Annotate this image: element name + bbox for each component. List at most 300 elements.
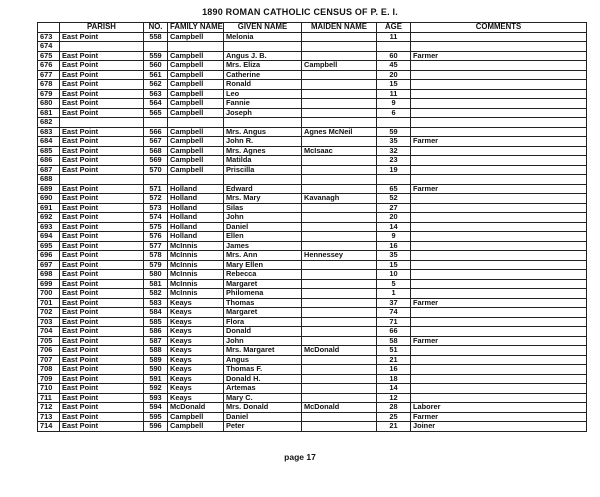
comments-cell: Farmer <box>411 184 587 194</box>
table-row <box>38 89 587 99</box>
given-name-cell: John <box>224 336 302 346</box>
table-row <box>38 146 587 156</box>
household-number-cell: 579 <box>144 260 168 270</box>
household-number-cell: 578 <box>144 251 168 261</box>
household-number-cell: 572 <box>144 194 168 204</box>
household-number-cell: 563 <box>144 89 168 99</box>
age-cell: 14 <box>377 222 411 232</box>
comments-cell: Farmer <box>411 412 587 422</box>
table-row <box>38 32 587 42</box>
parish-cell: East Point <box>60 355 144 365</box>
family-name-cell: Keays <box>168 374 224 384</box>
table-row <box>38 42 587 52</box>
maiden-name-cell <box>302 184 377 194</box>
comments-cell <box>411 327 587 337</box>
age-cell: 6 <box>377 108 411 118</box>
age-cell: 16 <box>377 241 411 251</box>
parish-cell: East Point <box>60 213 144 223</box>
table-row <box>38 279 587 289</box>
family-name-cell: Campbell <box>168 80 224 90</box>
age-cell: 66 <box>377 327 411 337</box>
table-row <box>38 403 587 413</box>
parish-cell: East Point <box>60 194 144 204</box>
comments-cell <box>411 289 587 299</box>
given-name-cell: Mrs. Donald <box>224 403 302 413</box>
census-table <box>37 22 587 432</box>
comments-cell <box>411 89 587 99</box>
parish-cell: East Point <box>60 298 144 308</box>
row-number-cell: 682 <box>38 118 60 128</box>
age-cell: 45 <box>377 61 411 71</box>
table-row <box>38 241 587 251</box>
age-cell: 11 <box>377 32 411 42</box>
row-number-cell: 690 <box>38 194 60 204</box>
comments-cell <box>411 365 587 375</box>
comments-cell <box>411 260 587 270</box>
household-number-cell <box>144 118 168 128</box>
parish-cell: East Point <box>60 61 144 71</box>
age-cell: 20 <box>377 70 411 80</box>
given-name-cell: Ellen <box>224 232 302 242</box>
row-number-cell: 685 <box>38 146 60 156</box>
table-row <box>38 393 587 403</box>
table-row <box>38 384 587 394</box>
parish-cell: East Point <box>60 308 144 318</box>
comments-cell <box>411 175 587 185</box>
family-name-cell: Keays <box>168 336 224 346</box>
household-number-cell: 577 <box>144 241 168 251</box>
maiden-name-cell <box>302 308 377 318</box>
parish-cell: East Point <box>60 384 144 394</box>
row-number-cell: 676 <box>38 61 60 71</box>
parish-cell: East Point <box>60 403 144 413</box>
maiden-name-cell <box>302 99 377 109</box>
age-cell: 23 <box>377 156 411 166</box>
column-header-family-name: FAMILY NAME <box>168 23 224 33</box>
parish-cell: East Point <box>60 374 144 384</box>
household-number-cell: 595 <box>144 412 168 422</box>
row-number-cell: 714 <box>38 422 60 432</box>
table-row <box>38 61 587 71</box>
table-row <box>38 99 587 109</box>
comments-cell <box>411 232 587 242</box>
maiden-name-cell <box>302 384 377 394</box>
maiden-name-cell <box>302 232 377 242</box>
family-name-cell: Keays <box>168 298 224 308</box>
row-number-cell: 688 <box>38 175 60 185</box>
comments-cell: Laborer <box>411 403 587 413</box>
parish-cell: East Point <box>60 32 144 42</box>
table-row <box>38 412 587 422</box>
row-number-cell: 681 <box>38 108 60 118</box>
maiden-name-cell <box>302 203 377 213</box>
given-name-cell: Philomena <box>224 289 302 299</box>
age-cell: 12 <box>377 393 411 403</box>
parish-cell: East Point <box>60 365 144 375</box>
household-number-cell: 596 <box>144 422 168 432</box>
table-row <box>38 203 587 213</box>
row-number-cell: 680 <box>38 99 60 109</box>
maiden-name-cell: McDonald <box>302 403 377 413</box>
household-number-cell: 581 <box>144 279 168 289</box>
given-name-cell: Mary C. <box>224 393 302 403</box>
family-name-cell: Keays <box>168 384 224 394</box>
table-row <box>38 422 587 432</box>
age-cell <box>377 175 411 185</box>
comments-cell <box>411 70 587 80</box>
row-number-cell: 699 <box>38 279 60 289</box>
table-row <box>38 184 587 194</box>
maiden-name-cell <box>302 355 377 365</box>
household-number-cell: 573 <box>144 203 168 213</box>
household-number-cell: 562 <box>144 80 168 90</box>
given-name-cell: Thomas F. <box>224 365 302 375</box>
maiden-name-cell <box>302 374 377 384</box>
row-number-cell: 701 <box>38 298 60 308</box>
maiden-name-cell <box>302 32 377 42</box>
household-number-cell <box>144 42 168 52</box>
maiden-name-cell <box>302 279 377 289</box>
given-name-cell: Flora <box>224 317 302 327</box>
household-number-cell: 593 <box>144 393 168 403</box>
given-name-cell: Donald <box>224 327 302 337</box>
family-name-cell: Campbell <box>168 422 224 432</box>
parish-cell: East Point <box>60 327 144 337</box>
family-name-cell: McInnis <box>168 279 224 289</box>
parish-cell: East Point <box>60 412 144 422</box>
row-number-cell: 683 <box>38 127 60 137</box>
household-number-cell: 568 <box>144 146 168 156</box>
maiden-name-cell: Kavanagh <box>302 194 377 204</box>
table-row <box>38 298 587 308</box>
maiden-name-cell <box>302 422 377 432</box>
comments-cell <box>411 80 587 90</box>
row-number-cell: 678 <box>38 80 60 90</box>
family-name-cell: Campbell <box>168 51 224 61</box>
comments-cell <box>411 279 587 289</box>
parish-cell: East Point <box>60 70 144 80</box>
family-name-cell: Campbell <box>168 32 224 42</box>
household-number-cell: 586 <box>144 327 168 337</box>
table-row <box>38 346 587 356</box>
age-cell: 74 <box>377 308 411 318</box>
given-name-cell: Joseph <box>224 108 302 118</box>
household-number-cell: 584 <box>144 308 168 318</box>
comments-cell <box>411 127 587 137</box>
family-name-cell: McInnis <box>168 260 224 270</box>
household-number-cell: 582 <box>144 289 168 299</box>
comments-cell <box>411 213 587 223</box>
household-number-cell: 566 <box>144 127 168 137</box>
household-number-cell: 589 <box>144 355 168 365</box>
table-row <box>38 327 587 337</box>
table-row <box>38 213 587 223</box>
parish-cell: East Point <box>60 203 144 213</box>
age-cell: 20 <box>377 213 411 223</box>
household-number-cell: 591 <box>144 374 168 384</box>
maiden-name-cell: Hennessey <box>302 251 377 261</box>
age-cell: 28 <box>377 403 411 413</box>
comments-cell <box>411 99 587 109</box>
parish-cell: East Point <box>60 232 144 242</box>
given-name-cell: Ronald <box>224 80 302 90</box>
maiden-name-cell <box>302 118 377 128</box>
age-cell: 1 <box>377 289 411 299</box>
maiden-name-cell <box>302 336 377 346</box>
row-number-cell: 703 <box>38 317 60 327</box>
age-cell: 35 <box>377 251 411 261</box>
table-row <box>38 127 587 137</box>
age-cell: 37 <box>377 298 411 308</box>
maiden-name-cell <box>302 156 377 166</box>
age-cell: 35 <box>377 137 411 147</box>
maiden-name-cell <box>302 298 377 308</box>
given-name-cell: Catherine <box>224 70 302 80</box>
given-name-cell: Artemas <box>224 384 302 394</box>
family-name-cell: Keays <box>168 393 224 403</box>
row-number-cell: 673 <box>38 32 60 42</box>
column-header-age: AGE <box>377 23 411 33</box>
age-cell: 21 <box>377 355 411 365</box>
comments-cell <box>411 42 587 52</box>
page-title: 1890 ROMAN CATHOLIC CENSUS OF P. E. I. <box>202 7 398 17</box>
row-number-cell: 700 <box>38 289 60 299</box>
household-number-cell: 588 <box>144 346 168 356</box>
household-number-cell: 564 <box>144 99 168 109</box>
family-name-cell: Campbell <box>168 61 224 71</box>
family-name-cell: Campbell <box>168 99 224 109</box>
maiden-name-cell: Campbell <box>302 61 377 71</box>
page-number: page 17 <box>284 452 316 462</box>
parish-cell <box>60 118 144 128</box>
table-row <box>38 270 587 280</box>
maiden-name-cell <box>302 365 377 375</box>
census-body <box>38 32 587 431</box>
age-cell: 9 <box>377 232 411 242</box>
family-name-cell: Campbell <box>168 165 224 175</box>
given-name-cell: Angus J. B. <box>224 51 302 61</box>
age-cell: 51 <box>377 346 411 356</box>
age-cell: 19 <box>377 165 411 175</box>
family-name-cell: McDonald <box>168 403 224 413</box>
maiden-name-cell: McDonald <box>302 346 377 356</box>
maiden-name-cell <box>302 165 377 175</box>
given-name-cell <box>224 118 302 128</box>
given-name-cell: Margaret <box>224 279 302 289</box>
family-name-cell: Campbell <box>168 89 224 99</box>
given-name-cell: Mrs. Angus <box>224 127 302 137</box>
row-number-cell: 712 <box>38 403 60 413</box>
age-cell <box>377 42 411 52</box>
family-name-cell: McInnis <box>168 270 224 280</box>
comments-cell <box>411 194 587 204</box>
given-name-cell: Daniel <box>224 412 302 422</box>
given-name-cell: Thomas <box>224 298 302 308</box>
household-number-cell: 594 <box>144 403 168 413</box>
age-cell: 27 <box>377 203 411 213</box>
row-number-cell: 691 <box>38 203 60 213</box>
maiden-name-cell <box>302 51 377 61</box>
family-name-cell: Campbell <box>168 146 224 156</box>
table-row <box>38 336 587 346</box>
age-cell: 16 <box>377 365 411 375</box>
age-cell <box>377 118 411 128</box>
given-name-cell <box>224 42 302 52</box>
maiden-name-cell <box>302 317 377 327</box>
column-header-comments: COMMENTS <box>411 23 587 33</box>
comments-cell <box>411 222 587 232</box>
maiden-name-cell <box>302 137 377 147</box>
maiden-name-cell <box>302 175 377 185</box>
comments-cell <box>411 61 587 71</box>
parish-cell: East Point <box>60 108 144 118</box>
age-cell: 18 <box>377 374 411 384</box>
maiden-name-cell <box>302 80 377 90</box>
age-cell: 65 <box>377 184 411 194</box>
given-name-cell: Peter <box>224 422 302 432</box>
family-name-cell: Campbell <box>168 412 224 422</box>
given-name-cell: Mrs. Ann <box>224 251 302 261</box>
maiden-name-cell: McIsaac <box>302 146 377 156</box>
table-row <box>38 118 587 128</box>
family-name-cell: Holland <box>168 232 224 242</box>
header-row <box>38 23 587 33</box>
comments-cell <box>411 374 587 384</box>
parish-cell: East Point <box>60 336 144 346</box>
row-number-cell: 708 <box>38 365 60 375</box>
table-row <box>38 317 587 327</box>
row-number-cell: 689 <box>38 184 60 194</box>
maiden-name-cell <box>302 393 377 403</box>
family-name-cell: Keays <box>168 327 224 337</box>
row-number-cell: 705 <box>38 336 60 346</box>
table-row <box>38 374 587 384</box>
household-number-cell: 558 <box>144 32 168 42</box>
family-name-cell: Keays <box>168 355 224 365</box>
table-row <box>38 355 587 365</box>
given-name-cell: Matilda <box>224 156 302 166</box>
parish-cell: East Point <box>60 156 144 166</box>
parish-cell: East Point <box>60 137 144 147</box>
given-name-cell: Margaret <box>224 308 302 318</box>
given-name-cell: Mrs. Mary <box>224 194 302 204</box>
row-number-cell: 711 <box>38 393 60 403</box>
maiden-name-cell <box>302 270 377 280</box>
comments-cell: Farmer <box>411 298 587 308</box>
table-row <box>38 222 587 232</box>
table-row <box>38 232 587 242</box>
family-name-cell: McInnis <box>168 289 224 299</box>
age-cell: 21 <box>377 422 411 432</box>
parish-cell: East Point <box>60 99 144 109</box>
parish-cell: East Point <box>60 222 144 232</box>
row-number-cell: 704 <box>38 327 60 337</box>
row-number-cell: 697 <box>38 260 60 270</box>
comments-cell: Joiner <box>411 422 587 432</box>
row-number-cell: 713 <box>38 412 60 422</box>
age-cell: 11 <box>377 89 411 99</box>
row-number-cell: 710 <box>38 384 60 394</box>
table-row <box>38 365 587 375</box>
comments-cell <box>411 156 587 166</box>
age-cell: 25 <box>377 412 411 422</box>
household-number-cell: 587 <box>144 336 168 346</box>
age-cell: 15 <box>377 80 411 90</box>
given-name-cell: Mrs. Agnes <box>224 146 302 156</box>
table-row <box>38 289 587 299</box>
parish-cell: East Point <box>60 146 144 156</box>
comments-cell: Farmer <box>411 137 587 147</box>
comments-cell <box>411 317 587 327</box>
family-name-cell: McInnis <box>168 251 224 261</box>
household-number-cell: 560 <box>144 61 168 71</box>
table-row <box>38 51 587 61</box>
age-cell: 52 <box>377 194 411 204</box>
family-name-cell: Campbell <box>168 156 224 166</box>
comments-cell <box>411 308 587 318</box>
row-number-cell: 702 <box>38 308 60 318</box>
comments-cell <box>411 251 587 261</box>
comments-cell <box>411 203 587 213</box>
household-number-cell: 574 <box>144 213 168 223</box>
parish-cell: East Point <box>60 422 144 432</box>
age-cell: 14 <box>377 384 411 394</box>
parish-cell <box>60 175 144 185</box>
age-cell: 9 <box>377 99 411 109</box>
row-number-cell: 674 <box>38 42 60 52</box>
maiden-name-cell <box>302 412 377 422</box>
table-row <box>38 165 587 175</box>
family-name-cell <box>168 42 224 52</box>
row-number-cell: 698 <box>38 270 60 280</box>
parish-cell: East Point <box>60 317 144 327</box>
row-number-cell: 693 <box>38 222 60 232</box>
household-number-cell: 576 <box>144 232 168 242</box>
maiden-name-cell <box>302 289 377 299</box>
maiden-name-cell <box>302 108 377 118</box>
comments-cell <box>411 270 587 280</box>
parish-cell: East Point <box>60 260 144 270</box>
parish-cell: East Point <box>60 51 144 61</box>
table-row <box>38 137 587 147</box>
parish-cell: East Point <box>60 184 144 194</box>
parish-cell: East Point <box>60 393 144 403</box>
column-header-parish: PARISH <box>60 23 144 33</box>
parish-cell: East Point <box>60 241 144 251</box>
family-name-cell: Keays <box>168 365 224 375</box>
given-name-cell: Mary Ellen <box>224 260 302 270</box>
maiden-name-cell: Agnes McNeil <box>302 127 377 137</box>
row-number-cell: 687 <box>38 165 60 175</box>
row-number-cell: 706 <box>38 346 60 356</box>
family-name-cell: Keays <box>168 308 224 318</box>
family-name-cell: Campbell <box>168 108 224 118</box>
family-name-cell: Keays <box>168 317 224 327</box>
table-row <box>38 175 587 185</box>
family-name-cell <box>168 175 224 185</box>
comments-cell: Farmer <box>411 336 587 346</box>
given-name-cell: Donald H. <box>224 374 302 384</box>
parish-cell: East Point <box>60 346 144 356</box>
given-name-cell: Edward <box>224 184 302 194</box>
row-number-cell: 686 <box>38 156 60 166</box>
age-cell: 59 <box>377 127 411 137</box>
given-name-cell: Melonia <box>224 32 302 42</box>
maiden-name-cell <box>302 70 377 80</box>
comments-cell <box>411 165 587 175</box>
maiden-name-cell <box>302 241 377 251</box>
family-name-cell <box>168 118 224 128</box>
